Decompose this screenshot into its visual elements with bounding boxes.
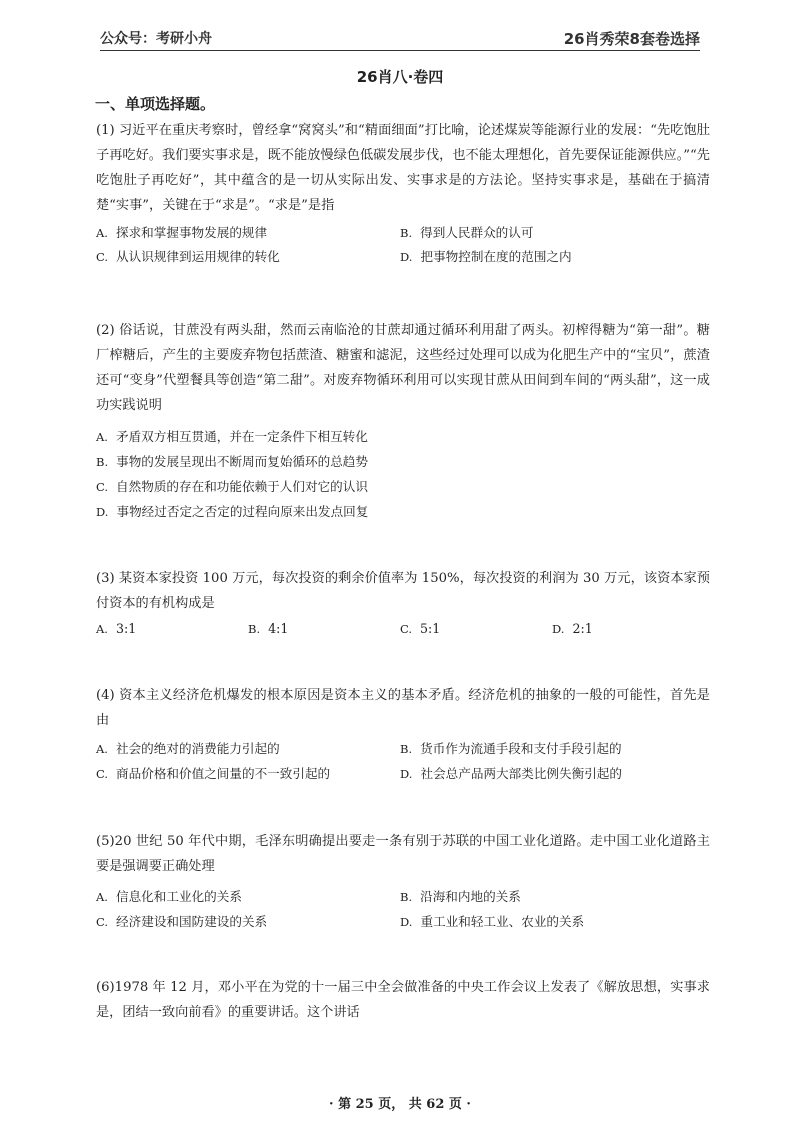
question-3	[96, 566, 710, 645]
option-b[interactable]	[400, 738, 622, 757]
option-letter: A.	[96, 622, 108, 636]
question-5	[96, 829, 710, 936]
option-text: 沿海和内地的关系	[420, 889, 521, 904]
option-text: 事物经过否定之否定的过程向原来出发点回复	[116, 504, 369, 519]
option-letter: A.	[96, 430, 108, 444]
header-right-text: 26肖秀荣8套卷选择	[563, 30, 700, 48]
question-6	[96, 975, 710, 1025]
option-d[interactable]	[400, 763, 622, 782]
option-text: 5:1	[420, 621, 441, 636]
question-stem: (1) 习近平在重庆考察时，曾经拿“窝窝头”和“精面细面”打比喻，论述煤炭等能源行业的发展：“先吃饱肚子再吃好。我们要实事求是，既不能放慢绿色低碳发展步伐，也不能太理想化，首先要保证能源供应。”“先吃饱肚子再吃好”，其中蕴含的是一切从实际出发、实事求是的方法论。坚持实事求是，基础在于搞清楚“实事”，关键在于“求是”。“求是”是指	[96, 123, 710, 213]
option-letter: C.	[96, 915, 109, 929]
option-b[interactable]	[96, 451, 368, 470]
option-letter: A.	[96, 890, 108, 904]
option-text: 从认识规律到运用规律的转化	[116, 249, 280, 264]
option-c[interactable]	[96, 911, 267, 930]
option-d[interactable]	[552, 621, 593, 636]
option-c[interactable]	[96, 763, 330, 782]
option-text: 社会的绝对的消费能力引起的	[115, 741, 280, 756]
question-2	[96, 318, 710, 526]
option-text: 经济建设和国防建设的关系	[116, 914, 268, 929]
option-text: 货币作为流通手段和支付手段引起的	[420, 741, 622, 756]
option-text: 4:1	[268, 621, 289, 636]
option-text: 得到人民群众的认可	[420, 225, 534, 240]
option-letter: D.	[400, 250, 413, 264]
option-text: 事物的发展呈现出不断周而复始循环的总趋势	[116, 454, 368, 469]
option-letter: C.	[96, 767, 109, 781]
option-letter: C.	[96, 480, 109, 494]
option-letter: C.	[400, 622, 413, 636]
option-text: 商品价格和价值之间量的不一致引起的	[116, 766, 331, 781]
option-a[interactable]	[96, 222, 267, 241]
option-text: 3:1	[115, 621, 137, 636]
question-stem: (6)1978 年 12 月，邓小平在为党的十一届三中全会做准备的中央工作会议上发表了《解放思想，实事求是，团结一致向前看》的重要讲话。这个讲话	[96, 980, 710, 1020]
page-title: 26肖八·卷四	[356, 68, 444, 86]
option-a[interactable]	[96, 738, 280, 757]
option-letter: B.	[400, 890, 413, 904]
question-1	[96, 118, 710, 272]
option-letter: C.	[96, 250, 109, 264]
option-text: 矛盾双方相互贯通，并在一定条件下相互转化	[115, 429, 368, 444]
option-text: 重工业和轻工业、农业的关系	[420, 914, 585, 929]
option-letter: D.	[552, 622, 565, 636]
question-stem: (5)20 世纪 50 年代中期，毛泽东明确提出要走一条有别于苏联的中国工业化道路。走中国工业化道路主要是强调要正确处理	[96, 834, 710, 874]
option-letter: B.	[96, 455, 109, 469]
option-letter: D.	[400, 767, 413, 781]
option-letter: B.	[400, 742, 413, 756]
option-b[interactable]	[400, 222, 533, 241]
option-c[interactable]	[96, 476, 368, 495]
page-footer: · 第 25 页， 共 62 页 ·	[329, 1097, 471, 1112]
option-b[interactable]	[400, 886, 521, 905]
header-left-text: 公众号：考研小舟	[100, 31, 212, 47]
option-c[interactable]	[400, 621, 440, 636]
option-d[interactable]	[400, 246, 572, 265]
option-letter: A.	[96, 742, 108, 756]
option-text: 2:1	[572, 621, 593, 636]
options	[96, 222, 710, 272]
option-a[interactable]	[96, 621, 136, 636]
option-letter: A.	[96, 226, 108, 240]
option-d[interactable]	[96, 501, 368, 520]
option-b[interactable]	[248, 621, 288, 636]
option-letter: B.	[248, 622, 261, 636]
option-a[interactable]	[96, 426, 368, 445]
option-c[interactable]	[96, 246, 280, 265]
option-text: 探求和掌握事物发展的规律	[115, 225, 268, 240]
option-text: 信息化和工业化的关系	[115, 889, 242, 904]
options	[96, 621, 710, 645]
option-text: 社会总产品两大部类比例失衡引起的	[420, 766, 622, 781]
question-stem: (3) 某资本家投资 100 万元，每次投资的剩余价值率为 150%，每次投资的利润为 30 万元，该资本家预付资本的有机构成是	[96, 571, 710, 611]
question-4	[96, 683, 710, 788]
option-a[interactable]	[96, 886, 242, 905]
question-stem: (4) 资本主义经济危机爆发的根本原因是资本主义的基本矛盾。经济危机的抽象的一般的可能性，首先是由	[96, 688, 710, 728]
option-d[interactable]	[400, 911, 584, 930]
option-letter: D.	[96, 505, 109, 519]
options	[96, 886, 710, 936]
option-letter: B.	[400, 226, 413, 240]
question-stem: (2) 俗话说，甘蔗没有两头甜，然而云南临沧的甘蔗却通过循环利用甜了两头。初榨得糖为“第一甜”。糖厂榨糖后，产生的主要废弃物包括蔗渣、糖蜜和滤泥，这些经过处理可以成为化肥生产中的“宝贝”，蔗渣还可“变身”代塑餐具等创造“第二甜”。对废弃物循环利用可以实现甘蔗从田间到车间的“两头甜”，这一成功实践说明	[96, 323, 710, 413]
section-heading: 一、单项选择题。	[95, 95, 216, 113]
options	[96, 738, 710, 788]
option-text: 把事物控制在度的范围之内	[420, 249, 572, 264]
options	[96, 426, 710, 526]
option-letter: D.	[400, 915, 413, 929]
page-header	[100, 28, 700, 51]
option-text: 自然物质的存在和功能依赖于人们对它的认识	[116, 479, 368, 494]
